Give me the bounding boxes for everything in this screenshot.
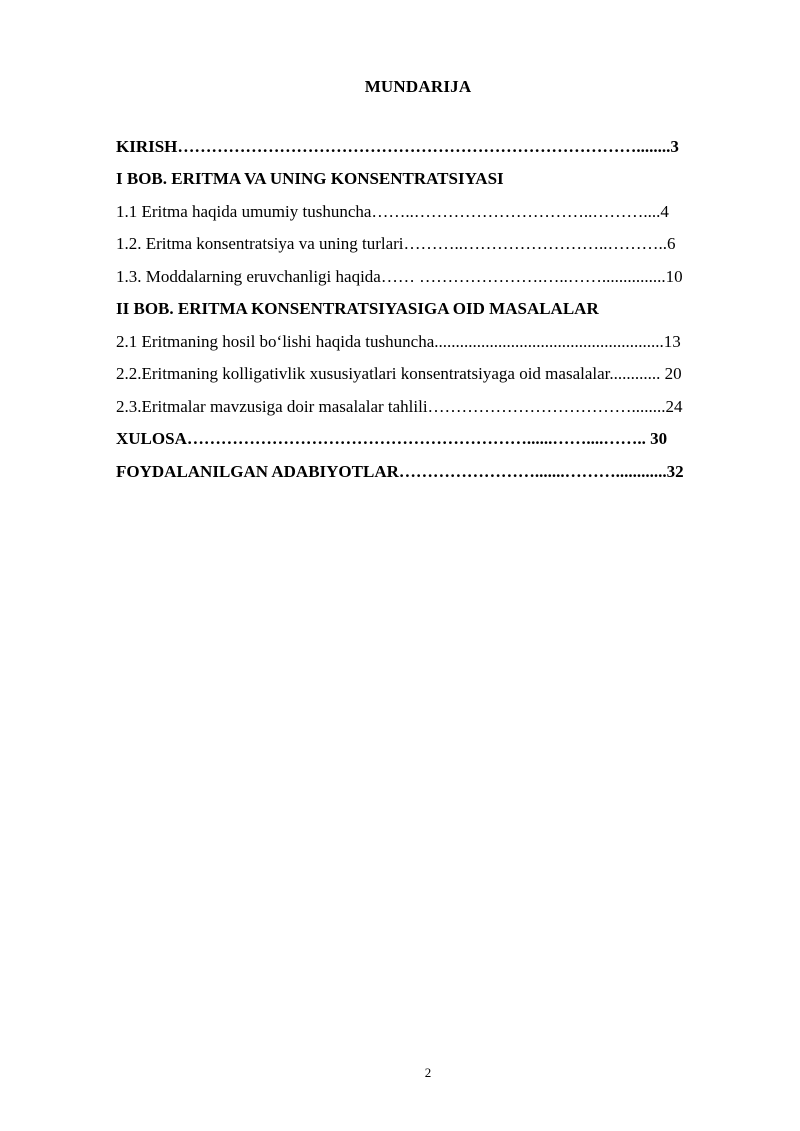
toc-entry-2-3: 2.3.Eritmalar mavzusiga doir masalalar tahlili………………………………........24 [116,397,683,416]
toc-entry-1-3: 1.3. Moddalarning eruvchanligi haqida…… ………………….…..……...............10 [116,267,683,286]
page-number: 2 [424,1065,432,1080]
page-title: MUNDARIJA [364,77,472,96]
toc-entry-kirish: KIRISH………………………………………………………………………........3 [116,137,679,156]
toc-entry-chapter-1: I BOB. ERITMA VA UNING KONSENTRATSIYASI [116,169,504,188]
toc-entry-2-1: 2.1 Eritmaning hosil bo‘lishi haqida tushuncha......................................................13 [116,332,681,351]
toc-entry-1-1: 1.1 Eritma haqida umumiy tushuncha……..…………………………..………....4 [116,202,669,221]
toc-entry-chapter-2: II BOB. ERITMA KONSENTRATSIYASIGA OID MASALALAR [116,299,599,318]
toc-entry-2-2: 2.2.Eritmaning kolligativlik xususiyatlari konsentratsiyaga oid masalalar............ 20 [116,364,682,383]
toc-entry-1-2: 1.2. Eritma konsentratsiya va uning turlari………..……………………..………..6 [116,234,676,253]
toc-entry-references: FOYDALANILGAN ADABIYOTLAR…………………….......………............32 [116,462,684,481]
toc-entry-xulosa: XULOSA……………………………………………………......……....…….. 30 [116,429,668,448]
